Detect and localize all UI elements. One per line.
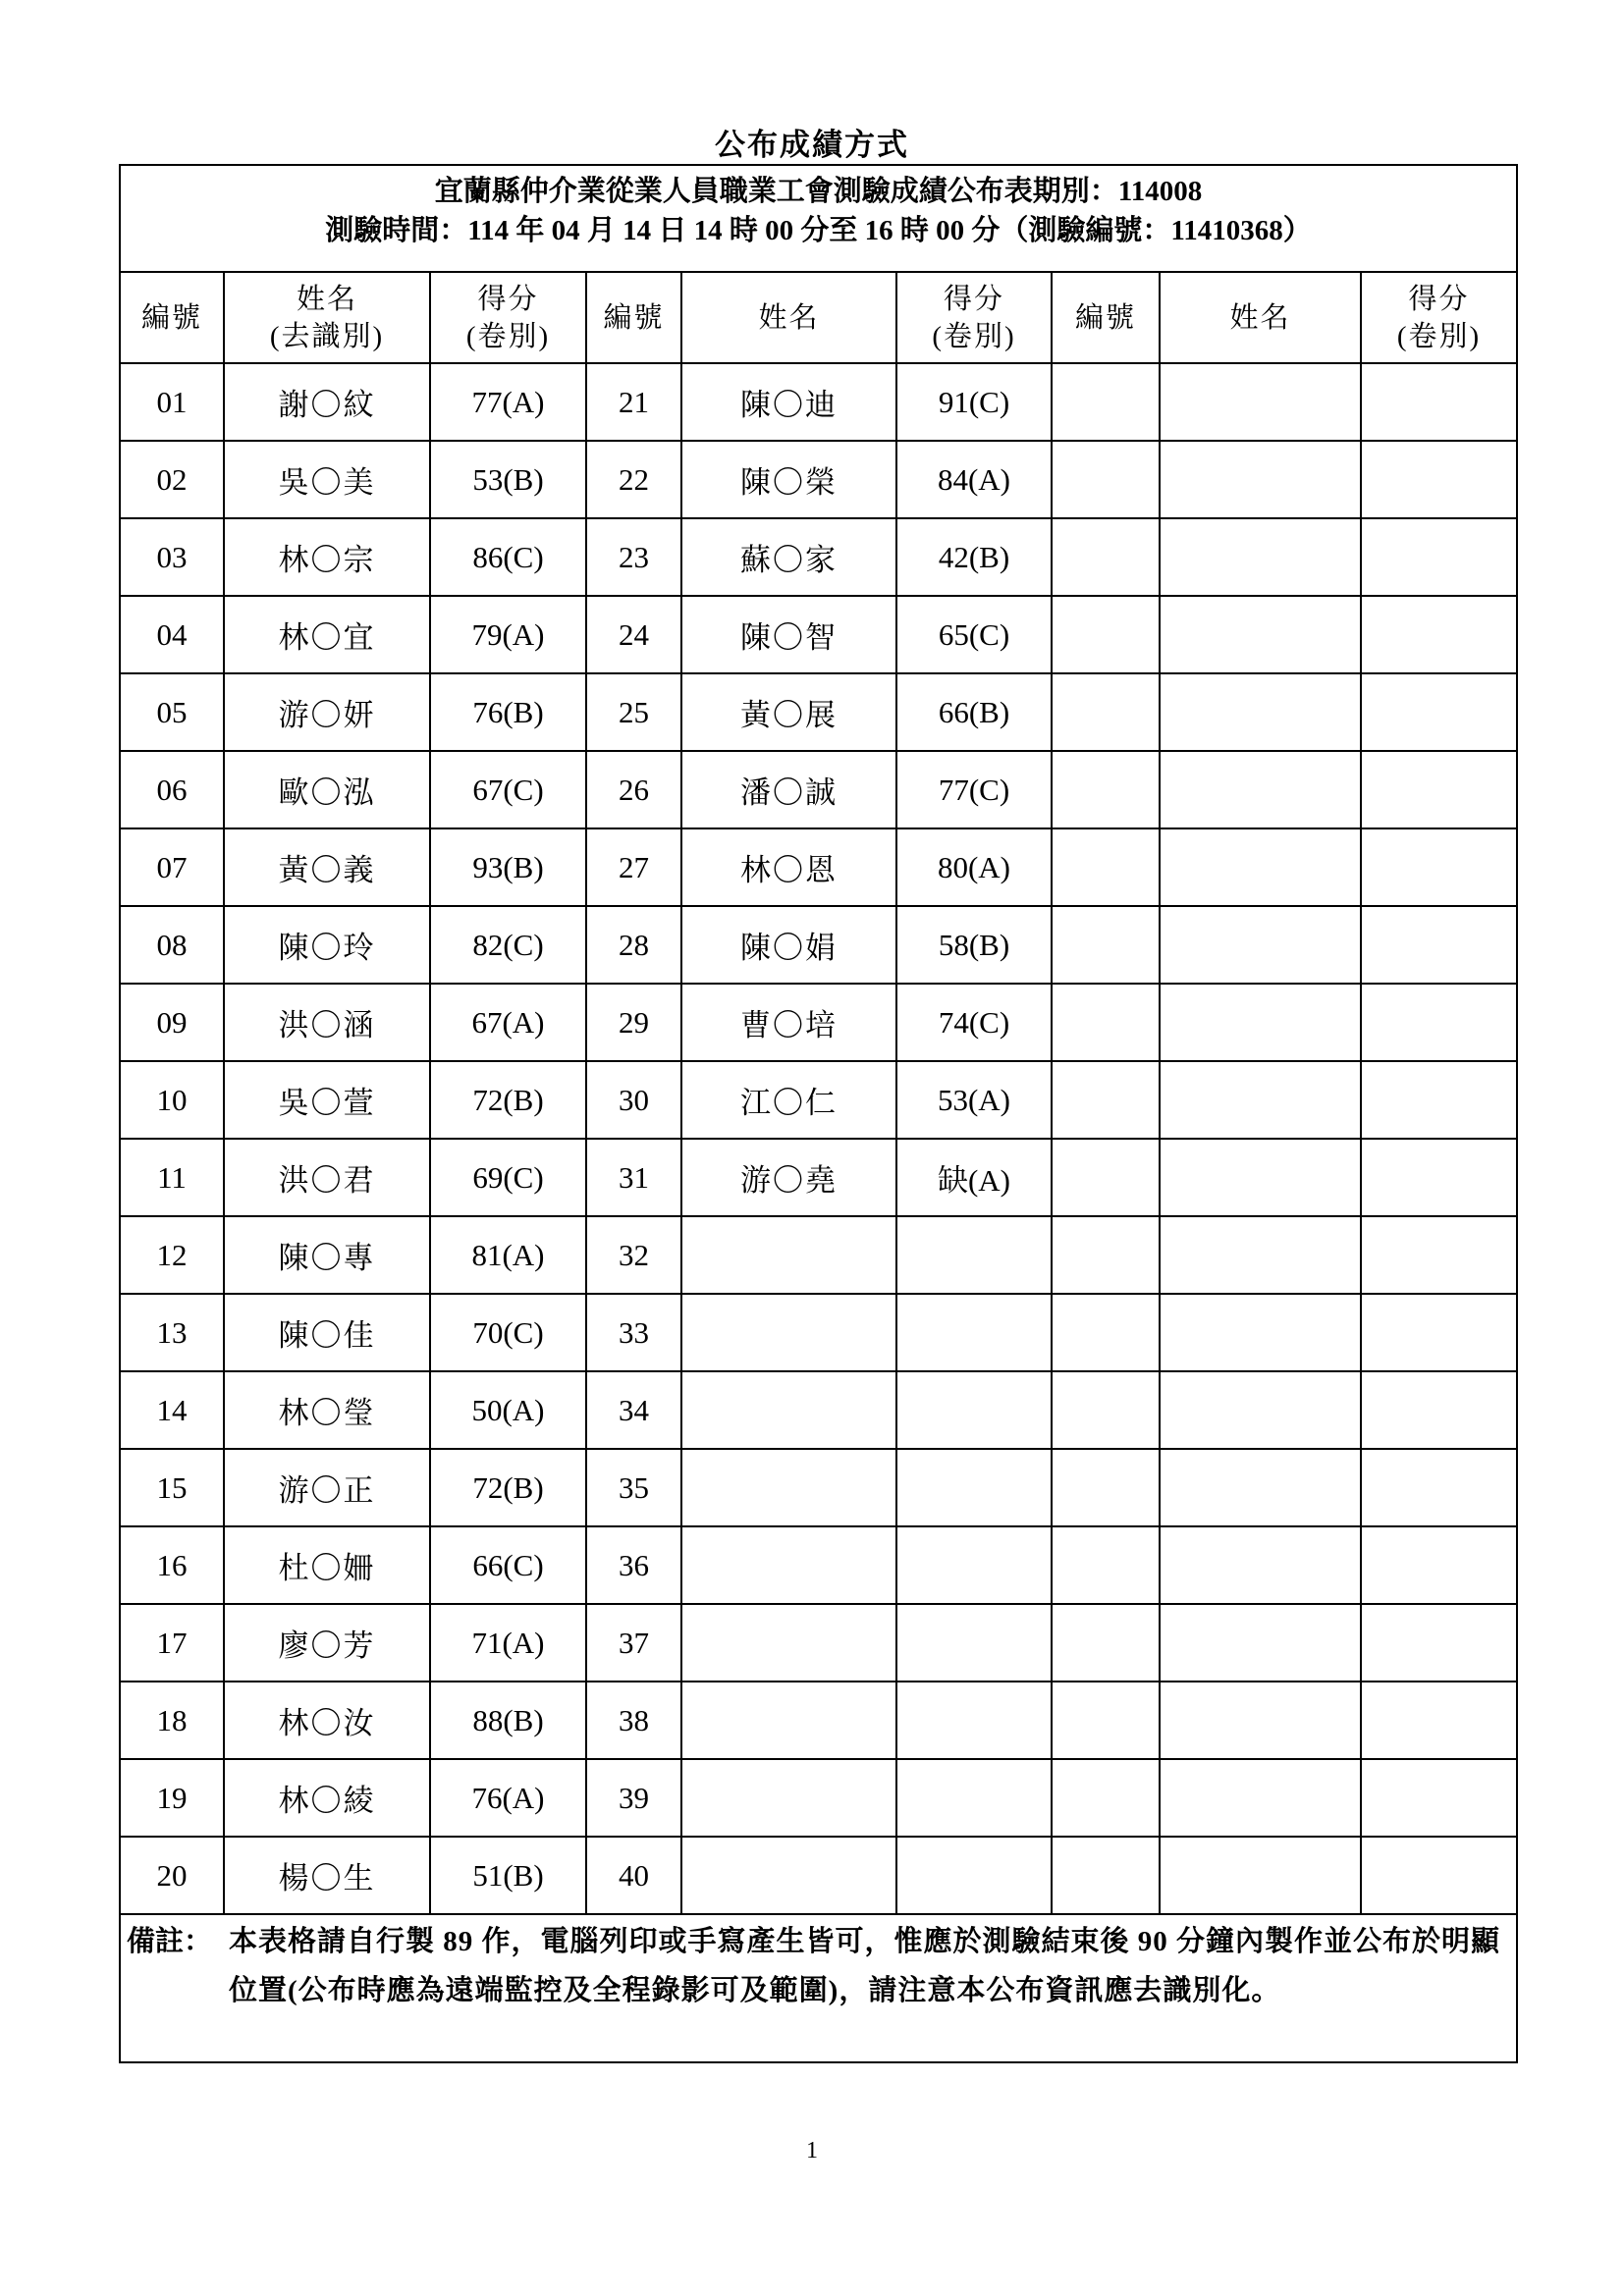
cell-score: 71(A) <box>430 1604 586 1682</box>
cell-name <box>1160 906 1361 984</box>
cell-name <box>681 1216 896 1294</box>
cell-score: 76(A) <box>430 1759 586 1837</box>
cell-name <box>1160 363 1361 441</box>
table-row <box>121 673 1516 751</box>
cell-no: 39 <box>586 1759 681 1837</box>
cell-name: 陳〇迪 <box>681 363 896 441</box>
col-header-score <box>896 273 1052 363</box>
cell-name: 林〇宜 <box>224 596 430 673</box>
cell-no: 31 <box>586 1139 681 1216</box>
table-row <box>121 751 1516 828</box>
remarks-label: 備註： <box>127 1926 213 1957</box>
cell-no <box>1052 518 1160 596</box>
col-header-score <box>430 273 586 363</box>
cell-no: 09 <box>121 984 224 1061</box>
cell-score <box>1361 751 1516 828</box>
cell-no <box>1052 673 1160 751</box>
cell-score <box>1361 1682 1516 1759</box>
cell-name <box>1160 1449 1361 1526</box>
cell-no <box>1052 596 1160 673</box>
cell-score <box>896 1216 1052 1294</box>
cell-score <box>1361 1061 1516 1139</box>
cell-name: 林〇綾 <box>224 1759 430 1837</box>
cell-no: 40 <box>586 1837 681 1914</box>
cell-no <box>1052 363 1160 441</box>
cell-score: 66(C) <box>430 1526 586 1604</box>
col-header-name <box>224 273 430 363</box>
cell-name: 謝〇紋 <box>224 363 430 441</box>
cell-name: 林〇恩 <box>681 828 896 906</box>
cell-score <box>896 1449 1052 1526</box>
cell-no <box>1052 1061 1160 1139</box>
cell-name: 游〇正 <box>224 1449 430 1526</box>
col-header-score-label: 得分 <box>943 283 1004 315</box>
score-table-frame <box>119 164 1518 2063</box>
col-header-score <box>1361 273 1516 363</box>
cell-no: 26 <box>586 751 681 828</box>
cell-score: 72(B) <box>430 1061 586 1139</box>
table-row <box>121 828 1516 906</box>
cell-score <box>1361 1526 1516 1604</box>
cell-name: 陳〇娟 <box>681 906 896 984</box>
page-title: 公布成績方式 <box>715 128 909 162</box>
cell-no <box>1052 1371 1160 1449</box>
cell-no <box>1052 1604 1160 1682</box>
cell-no <box>1052 441 1160 518</box>
cell-score: 84(A) <box>896 441 1052 518</box>
col-header-name: 姓名 <box>1160 273 1361 363</box>
table-row <box>121 1682 1516 1759</box>
cell-name: 游〇妍 <box>224 673 430 751</box>
cell-score: 76(B) <box>430 673 586 751</box>
cell-no: 04 <box>121 596 224 673</box>
cell-name <box>1160 1837 1361 1914</box>
table-row <box>121 596 1516 673</box>
cell-name <box>681 1682 896 1759</box>
cell-score: 67(A) <box>430 984 586 1061</box>
cell-no: 20 <box>121 1837 224 1914</box>
cell-score: 79(A) <box>430 596 586 673</box>
cell-name <box>681 1294 896 1371</box>
cell-name <box>681 1371 896 1449</box>
cell-name <box>1160 1139 1361 1216</box>
score-table <box>121 273 1516 1915</box>
table-row <box>121 518 1516 596</box>
cell-name: 杜〇姍 <box>224 1526 430 1604</box>
cell-score <box>1361 1759 1516 1837</box>
cell-no: 14 <box>121 1371 224 1449</box>
col-header-name: 姓名 <box>681 273 896 363</box>
cell-no: 18 <box>121 1682 224 1759</box>
cell-name <box>1160 441 1361 518</box>
cell-no: 37 <box>586 1604 681 1682</box>
page-number: 1 <box>806 2138 818 2163</box>
table-row <box>121 441 1516 518</box>
table-row <box>121 1061 1516 1139</box>
cell-no <box>1052 1526 1160 1604</box>
col-header-score-sub: (卷別) <box>465 320 551 352</box>
cell-no: 16 <box>121 1526 224 1604</box>
cell-no: 05 <box>121 673 224 751</box>
col-header-name-sub: (去識別) <box>269 320 385 352</box>
cell-no: 27 <box>586 828 681 906</box>
cell-no: 08 <box>121 906 224 984</box>
cell-no: 23 <box>586 518 681 596</box>
header-exam-time: 測驗時間：114 年 04 月 14 日 14 時 00 分至 16 時 00 分（測驗編號：11410368） <box>325 215 1312 246</box>
cell-name: 楊〇生 <box>224 1837 430 1914</box>
cell-name <box>681 1449 896 1526</box>
cell-score <box>1361 1216 1516 1294</box>
header-title: 宜蘭縣仲介業從業人員職業工會測驗成績公布表期別：114008 <box>434 176 1203 207</box>
col-header-score-sub: (卷別) <box>932 320 1016 352</box>
cell-score <box>1361 906 1516 984</box>
cell-score: 58(B) <box>896 906 1052 984</box>
cell-no: 33 <box>586 1294 681 1371</box>
cell-no: 07 <box>121 828 224 906</box>
cell-no: 34 <box>586 1371 681 1449</box>
cell-name <box>1160 1526 1361 1604</box>
table-row <box>121 1139 1516 1216</box>
cell-no: 02 <box>121 441 224 518</box>
cell-score <box>896 1604 1052 1682</box>
column-header-row <box>121 273 1516 363</box>
cell-name <box>1160 518 1361 596</box>
cell-no: 24 <box>586 596 681 673</box>
cell-name: 歐〇泓 <box>224 751 430 828</box>
cell-name <box>1160 1294 1361 1371</box>
cell-no: 22 <box>586 441 681 518</box>
cell-score: 86(C) <box>430 518 586 596</box>
table-row <box>121 1371 1516 1449</box>
table-row <box>121 1216 1516 1294</box>
cell-name: 吳〇美 <box>224 441 430 518</box>
cell-no <box>1052 1216 1160 1294</box>
cell-score: 53(B) <box>430 441 586 518</box>
cell-no: 06 <box>121 751 224 828</box>
cell-score <box>1361 673 1516 751</box>
cell-no: 38 <box>586 1682 681 1759</box>
cell-score: 67(C) <box>430 751 586 828</box>
cell-score: 65(C) <box>896 596 1052 673</box>
cell-no: 10 <box>121 1061 224 1139</box>
cell-no: 15 <box>121 1449 224 1526</box>
col-header-no: 編號 <box>121 273 224 363</box>
cell-name <box>1160 1682 1361 1759</box>
cell-score <box>1361 1294 1516 1371</box>
cell-name <box>1160 828 1361 906</box>
cell-name <box>1160 1216 1361 1294</box>
cell-name: 林〇汝 <box>224 1682 430 1759</box>
cell-name <box>681 1526 896 1604</box>
cell-score <box>1361 828 1516 906</box>
cell-no: 03 <box>121 518 224 596</box>
cell-score <box>896 1294 1052 1371</box>
table-row <box>121 906 1516 984</box>
table-row <box>121 1526 1516 1604</box>
cell-score <box>1361 1449 1516 1526</box>
cell-score: 70(C) <box>430 1294 586 1371</box>
cell-name: 洪〇君 <box>224 1139 430 1216</box>
cell-name: 洪〇涵 <box>224 984 430 1061</box>
cell-score: 80(A) <box>896 828 1052 906</box>
cell-name: 林〇宗 <box>224 518 430 596</box>
cell-score <box>1361 596 1516 673</box>
table-row <box>121 1837 1516 1914</box>
cell-name <box>1160 1604 1361 1682</box>
cell-name: 黃〇展 <box>681 673 896 751</box>
cell-score <box>1361 518 1516 596</box>
cell-name: 林〇瑩 <box>224 1371 430 1449</box>
cell-name <box>681 1837 896 1914</box>
table-header <box>121 166 1516 273</box>
cell-score: 72(B) <box>430 1449 586 1526</box>
table-row <box>121 363 1516 441</box>
cell-score: 77(A) <box>430 363 586 441</box>
table-row <box>121 1759 1516 1837</box>
cell-score: 66(B) <box>896 673 1052 751</box>
cell-score: 50(A) <box>430 1371 586 1449</box>
cell-name: 蘇〇家 <box>681 518 896 596</box>
cell-name <box>1160 673 1361 751</box>
cell-no <box>1052 1837 1160 1914</box>
table-row <box>121 1604 1516 1682</box>
table-row <box>121 1294 1516 1371</box>
cell-score: 81(A) <box>430 1216 586 1294</box>
cell-no: 01 <box>121 363 224 441</box>
cell-score <box>1361 363 1516 441</box>
cell-name: 廖〇芳 <box>224 1604 430 1682</box>
remarks <box>119 1904 1518 2015</box>
cell-score: 缺(A) <box>896 1139 1052 1216</box>
cell-name: 陳〇榮 <box>681 441 896 518</box>
cell-score <box>1361 984 1516 1061</box>
cell-name <box>681 1759 896 1837</box>
cell-name: 陳〇佳 <box>224 1294 430 1371</box>
cell-no <box>1052 1682 1160 1759</box>
table-row <box>121 1449 1516 1526</box>
cell-no: 28 <box>586 906 681 984</box>
cell-score <box>896 1526 1052 1604</box>
cell-score: 88(B) <box>430 1682 586 1759</box>
cell-score: 53(A) <box>896 1061 1052 1139</box>
cell-score: 82(C) <box>430 906 586 984</box>
cell-no: 17 <box>121 1604 224 1682</box>
cell-no <box>1052 1294 1160 1371</box>
cell-name: 陳〇智 <box>681 596 896 673</box>
cell-name: 江〇仁 <box>681 1061 896 1139</box>
cell-score <box>1361 1837 1516 1914</box>
cell-score: 69(C) <box>430 1139 586 1216</box>
cell-score: 91(C) <box>896 363 1052 441</box>
cell-name <box>1160 984 1361 1061</box>
col-header-name-label: 姓名 <box>296 283 357 315</box>
cell-no <box>1052 1759 1160 1837</box>
cell-name <box>1160 751 1361 828</box>
cell-no: 36 <box>586 1526 681 1604</box>
cell-score: 42(B) <box>896 518 1052 596</box>
cell-no: 12 <box>121 1216 224 1294</box>
col-header-score-label: 得分 <box>477 283 539 315</box>
cell-score: 77(C) <box>896 751 1052 828</box>
cell-name <box>1160 1759 1361 1837</box>
col-header-score-sub: (卷別) <box>1396 320 1482 352</box>
cell-name: 曹〇培 <box>681 984 896 1061</box>
cell-score: 51(B) <box>430 1837 586 1914</box>
cell-score: 93(B) <box>430 828 586 906</box>
cell-name: 陳〇專 <box>224 1216 430 1294</box>
cell-name: 陳〇玲 <box>224 906 430 984</box>
cell-name <box>1160 596 1361 673</box>
cell-no <box>1052 751 1160 828</box>
cell-no: 13 <box>121 1294 224 1371</box>
cell-no: 19 <box>121 1759 224 1837</box>
col-header-no: 編號 <box>586 273 681 363</box>
cell-name <box>1160 1061 1361 1139</box>
cell-score: 74(C) <box>896 984 1052 1061</box>
cell-name <box>681 1604 896 1682</box>
score-table-body <box>121 363 1516 1914</box>
cell-no <box>1052 984 1160 1061</box>
table-row <box>121 984 1516 1061</box>
cell-score <box>896 1371 1052 1449</box>
remarks-text: 本表格請自行製 89 作，電腦列印或手寫產生皆可，惟應於測驗結束後 90 分鐘內製作並公布於明顯位置(公布時應為遠端監控及全程錄影可及範圍)，請注意本公布資訊應去識別化。 <box>229 1926 1501 2006</box>
cell-no: 29 <box>586 984 681 1061</box>
cell-score <box>1361 1371 1516 1449</box>
cell-name: 黃〇義 <box>224 828 430 906</box>
cell-no: 25 <box>586 673 681 751</box>
cell-no: 11 <box>121 1139 224 1216</box>
cell-name: 吳〇萱 <box>224 1061 430 1139</box>
cell-no: 21 <box>586 363 681 441</box>
cell-no <box>1052 1449 1160 1526</box>
cell-score <box>1361 1604 1516 1682</box>
cell-no: 32 <box>586 1216 681 1294</box>
cell-no: 30 <box>586 1061 681 1139</box>
cell-no <box>1052 1139 1160 1216</box>
cell-score <box>1361 1139 1516 1216</box>
cell-score <box>896 1759 1052 1837</box>
cell-no <box>1052 828 1160 906</box>
cell-score <box>1361 441 1516 518</box>
cell-name <box>1160 1371 1361 1449</box>
col-header-no: 編號 <box>1052 273 1160 363</box>
col-header-score-label: 得分 <box>1408 283 1470 315</box>
cell-score <box>896 1837 1052 1914</box>
cell-name: 潘〇誠 <box>681 751 896 828</box>
cell-name: 游〇堯 <box>681 1139 896 1216</box>
cell-score <box>896 1682 1052 1759</box>
cell-no: 35 <box>586 1449 681 1526</box>
cell-no <box>1052 906 1160 984</box>
